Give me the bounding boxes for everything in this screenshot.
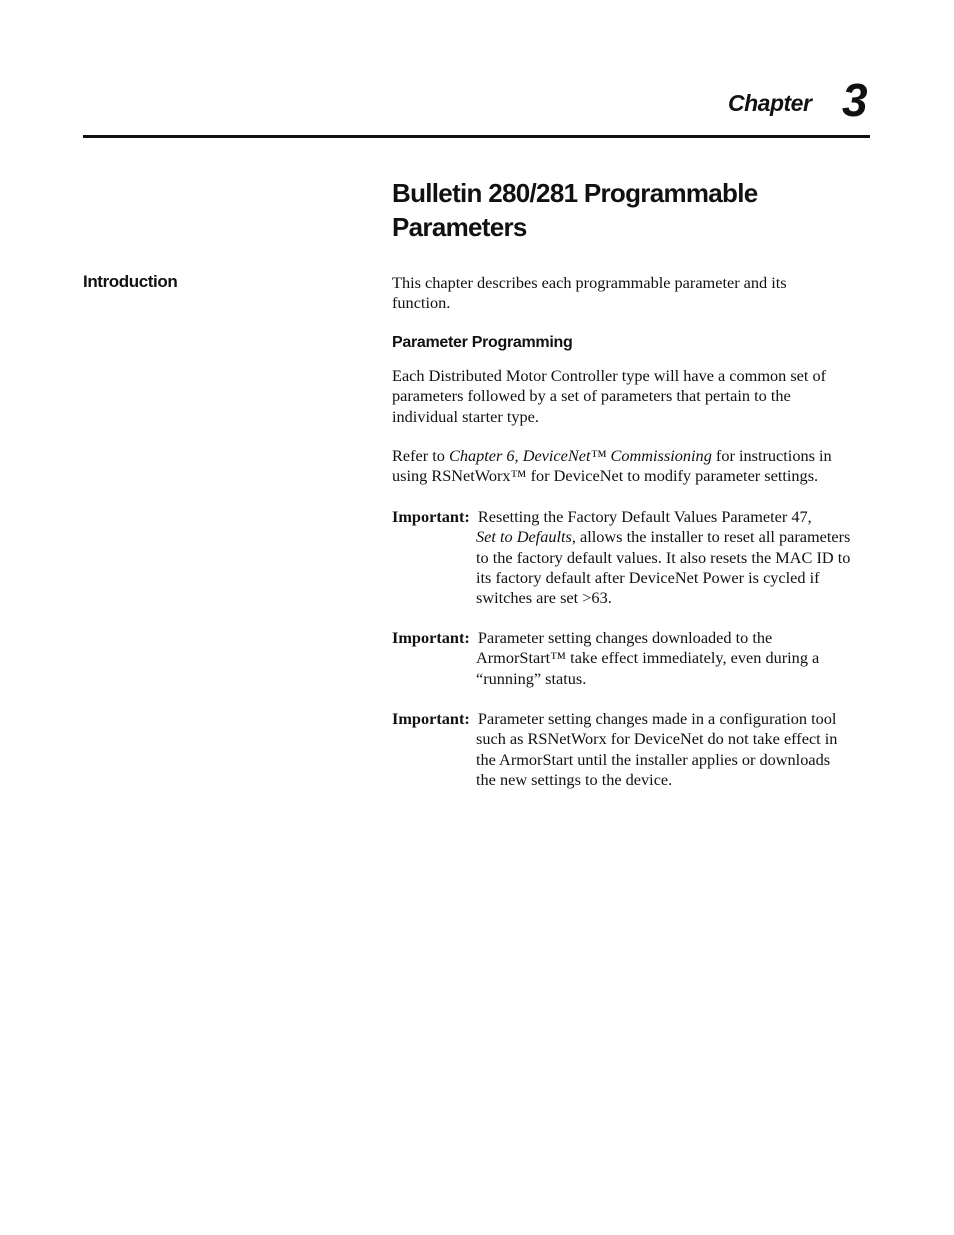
important-label: Important: xyxy=(392,709,470,728)
page-title xyxy=(392,176,862,244)
chapter-number: 3 xyxy=(842,74,868,126)
parameter-programming-heading: Parameter Programming xyxy=(392,334,573,351)
chapter-word: Chapter xyxy=(728,90,812,116)
page-title-line1: Bulletin 280/281 Programmable xyxy=(392,178,758,208)
important-note-2: Important: Parameter setting changes downloaded to the ArmorStart™ take effect immediately, even during a “running” status. xyxy=(392,628,820,688)
important-label: Important: xyxy=(392,507,470,526)
chapter-6-reference: Chapter 6, DeviceNet™ Commissioning xyxy=(448,446,712,465)
important-note-1: Important: Resetting the Factory Default Values Parameter 47, Set to Defaults, allows the installer to reset all parameters to the factory default values. It also resets the MAC ID to its factory default after DeviceNet Power is cycled if switches are set >63. xyxy=(392,507,851,608)
important-label: Important: xyxy=(392,628,470,647)
important-note-3: Important: Parameter setting changes made in a configuration tool such as RSNetWorx for DeviceNet do not take effect in the ArmorStart until the installer applies or downloads the new settings to the device. xyxy=(392,709,838,789)
introduction-heading: Introduction xyxy=(83,272,178,291)
header-rule xyxy=(83,135,870,138)
programming-paragraph-2: Refer to Chapter 6, DeviceNet™ Commissioning for instructions in using RSNetWorx™ for DeviceNet to modify parameter settings. xyxy=(392,446,832,486)
programming-paragraph-1: Each Distributed Motor Controller type will have a common set of parameters followed by a set of parameters that pertain to the individual starter type. xyxy=(392,366,827,426)
intro-paragraph: This chapter describes each programmable parameter and its function. xyxy=(392,273,787,313)
page-title-line2: Parameters xyxy=(392,212,527,242)
